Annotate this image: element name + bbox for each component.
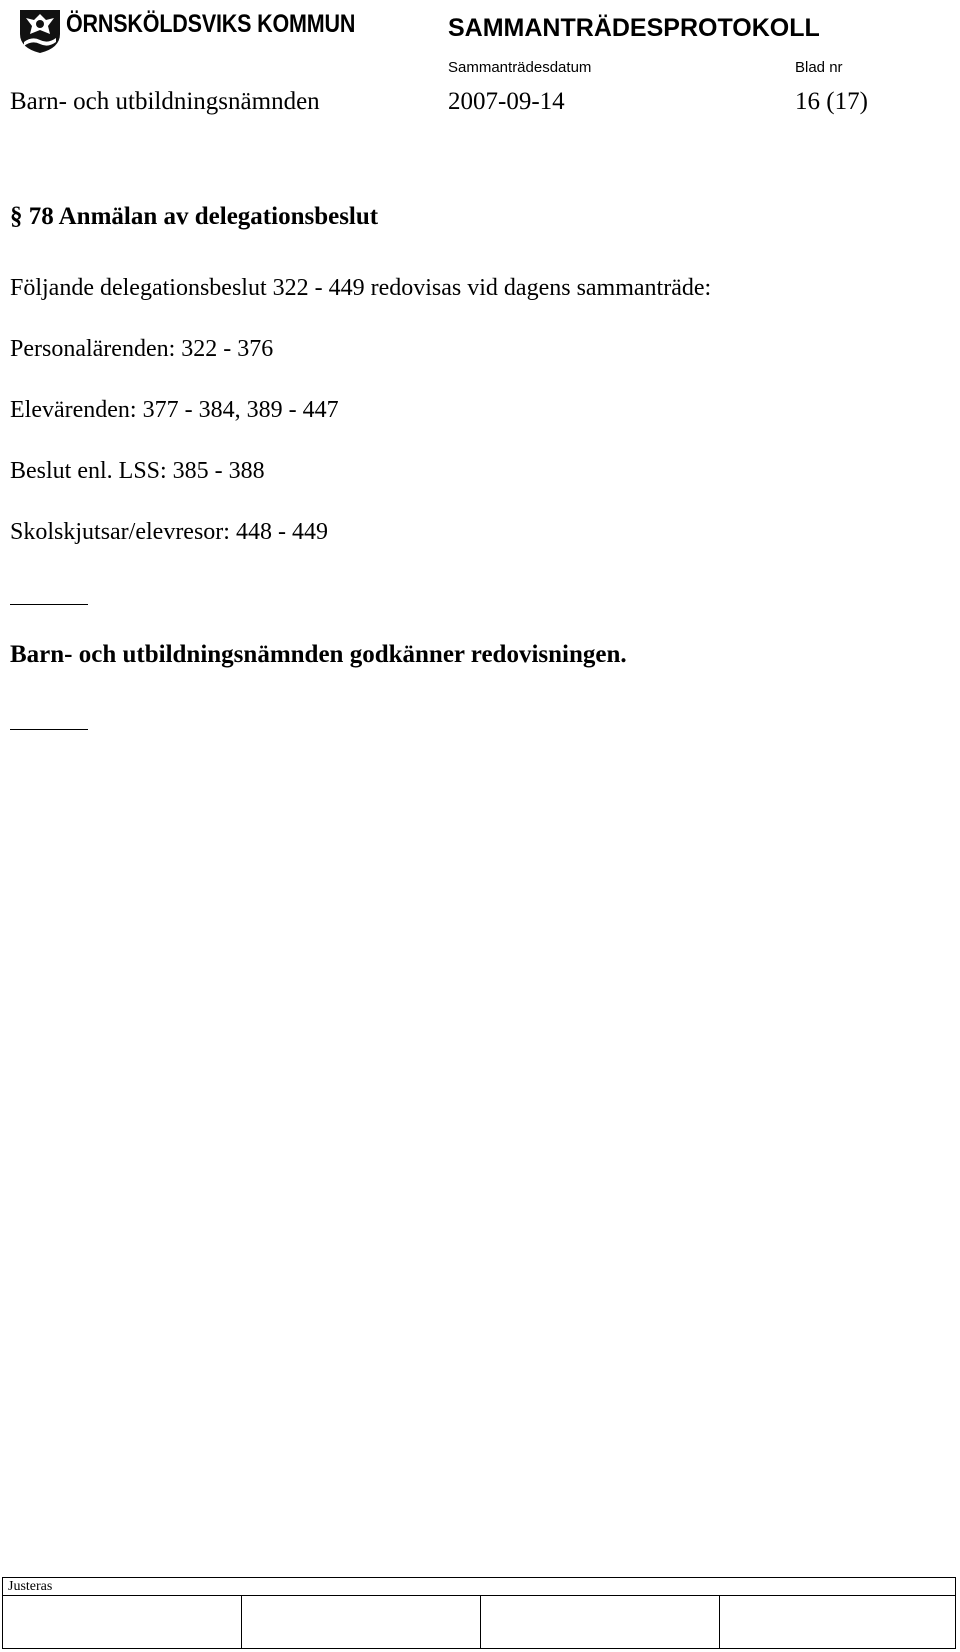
municipality-name: ÖRNSKÖLDSVIKS KOMMUN: [66, 10, 356, 38]
signature-box-label: Justeras: [8, 1579, 53, 1594]
separator-rule: [10, 729, 88, 730]
section-heading: § 78 Anmälan av delegationsbeslut: [10, 203, 379, 230]
meeting-date-label: Sammanträdesdatum: [448, 59, 592, 76]
intro-text: Följande delegationsbeslut 322 - 449 redovisas vid dagens sammanträde:: [10, 275, 712, 301]
signature-box: [2, 1577, 956, 1649]
document-type: SAMMANTRÄDESPROTOKOLL: [448, 14, 820, 42]
list-item: Skolskjutsar/elevresor: 448 - 449: [10, 519, 328, 545]
signature-cell-divider: [241, 1595, 242, 1649]
decision-text: Barn- och utbildningsnämnden godkänner redovisningen.: [10, 641, 627, 668]
list-item: Elevärenden: 377 - 384, 389 - 447: [10, 397, 339, 423]
signature-cell-divider: [719, 1595, 720, 1649]
page-number: 16 (17): [795, 88, 868, 115]
page-number-label: Blad nr: [795, 59, 843, 76]
signature-cell-divider: [480, 1595, 481, 1649]
committee-name: Barn- och utbildningsnämnden: [10, 88, 320, 115]
signature-box-divider: [2, 1595, 956, 1596]
list-item: Beslut enl. LSS: 385 - 388: [10, 458, 265, 484]
meeting-date: 2007-09-14: [448, 88, 565, 115]
separator-rule: [10, 604, 88, 605]
list-item: Personalärenden: 322 - 376: [10, 336, 274, 362]
municipal-coat-of-arms-icon: [18, 8, 62, 54]
